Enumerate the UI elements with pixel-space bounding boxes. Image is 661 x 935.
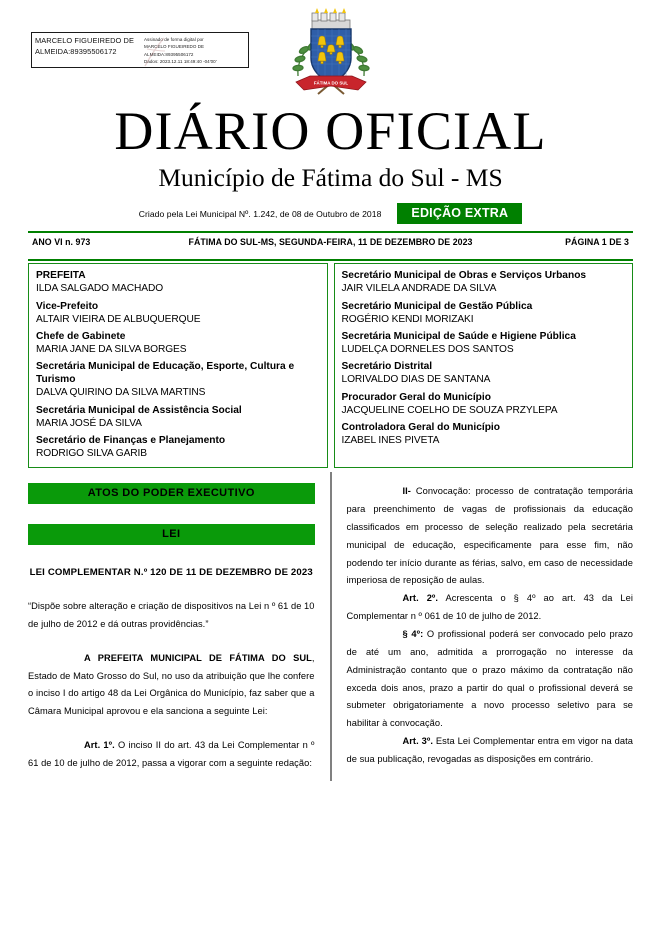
official-role: Vice-Prefeito — [36, 300, 99, 312]
inciso-2-label: II- — [402, 486, 411, 497]
official-role: Secretário de Finanças e Planejamento — [36, 434, 226, 446]
law-preamble — [28, 650, 315, 721]
official-role: Procurador Geral do Município — [341, 391, 491, 403]
section-banner-executive-acts: ATOS DO PODER EXECUTIVO — [28, 483, 315, 504]
official-role: Secretário Municipal de Obras e Serviços Urbanos — [341, 270, 587, 282]
officials-column-left — [28, 263, 328, 468]
creation-row — [28, 203, 633, 224]
column-divider — [330, 472, 331, 781]
article-1-text: O inciso II do art. 43 da Lei Complementar n º 61 de 10 de julho de 2012, passa a vigorar com a seguinte redação: — [28, 740, 315, 768]
official-name: ILDA SALGADO MACHADO — [36, 283, 164, 295]
article-2-label: Art. 2º. — [402, 593, 438, 604]
edition-badge: EDIÇÃO EXTRA — [397, 203, 522, 224]
section-banner-lei: LEI — [28, 524, 315, 545]
official-role: Chefe de Gabinete — [36, 330, 126, 342]
official-role: Controladora Geral do Município — [341, 421, 500, 433]
content-column-right — [331, 483, 634, 773]
official-name: MARIA JANE DA SILVA BORGES — [36, 344, 187, 356]
article-1-label: Art. 1º. — [84, 740, 115, 751]
official-name: JAIR VILELA ANDRADE DA SILVA — [341, 283, 497, 295]
official-role: Secretária Municipal de Assistência Social — [36, 404, 242, 416]
official-role: Secretária Municipal de Saúde e Higiene Pública — [341, 330, 576, 342]
article-2 — [347, 590, 634, 626]
paragraph-4-text: O profissional poderá ser convocado pelo prazo de até um ano, admitida a prorrogação no interesse da Administração contanto que o prazo máximo da contratação não exceda dois anos, prazo a partir do qual o profissional deverá se submeter obrigatoriamente a novo processo seletivo para se habilitar à convocação. — [346, 628, 633, 729]
official-name: IZABEL INES PIVETA — [341, 434, 440, 446]
coat-of-arms-ribbon-text: FÁTIMA DO SUL — [313, 80, 348, 86]
inciso-2-text: Convocação: processo de contratação temporária para preenchimento de vagas de profissionais da educação classificados em processo de seleção realizado pela secretária municipal de educação, especificamente para esse fim, não podendo ter início durante as férias, salvo, em caso de necessidade imperiosa de reposição de aulas. — [346, 486, 633, 586]
officials-column-right — [334, 263, 634, 468]
article-1 — [28, 737, 315, 773]
masthead — [28, 101, 633, 224]
official-name: ROGÉRIO KENDI MORIZAKI — [341, 313, 474, 325]
issue-year-number: ANO VI n. 973 — [32, 237, 91, 248]
signature-signer-name-line2: ALMEIDA:89395506172 — [35, 46, 117, 56]
signature-detail-line4: Dados: 2023.12.11 18:49:40 -04'00' — [144, 58, 217, 64]
signature-signer-name-line1: MARCELO FIGUEIREDO DE — [35, 36, 135, 45]
signature-signer-name — [32, 33, 140, 67]
official-name: DALVA QUIRINO DA SILVA MARTINS — [36, 387, 206, 399]
official-name: LUDELÇA DORNELES DOS SANTOS — [341, 344, 514, 356]
content-column-left — [28, 483, 331, 773]
issue-page-number: PÁGINA 1 DE 3 — [565, 237, 629, 248]
official-role: Secretário Municipal de Gestão Pública — [341, 300, 533, 312]
official-name: ALTAIR VIEIRA DE ALBUQUERQUE — [36, 313, 201, 325]
law-title: LEI COMPLEMENTAR N.º 120 DE 11 DE DEZEMBRO DE 2023 — [29, 567, 313, 579]
signature-detail-line3: ALMEIDA:89395506172 — [144, 51, 194, 57]
officials-section — [28, 263, 633, 468]
official-role: Secretária Municipal de Educação, Esporte, Cultura e Turismo — [36, 361, 295, 386]
official-role: Secretário Distrital — [341, 361, 433, 373]
official-name: LORIVALDO DIAS DE SANTANA — [341, 374, 491, 386]
issue-bar — [28, 233, 633, 252]
official-name: RODRIGO SILVA GARIB — [36, 447, 147, 459]
article-3-text: Esta Lei Complementar entra em vigor na data de sua publicação, revogadas as disposições em contrário. — [346, 736, 633, 764]
digital-signature-stamp — [31, 32, 249, 68]
law-ementa: “Dispõe sobre alteração e criação de dispositivos na Lei n º 61 de 10 de julho de 2012 e dá outras providências.” — [28, 601, 315, 629]
paragraph-4-label: § 4º: — [402, 628, 424, 639]
paragraph-4 — [347, 626, 634, 733]
article-3-label: Art. 3º. — [402, 736, 433, 747]
document-top-band — [28, 0, 633, 108]
official-name: MARIA JOSÉ DA SILVA — [36, 417, 142, 429]
coat-of-arms-icon — [288, 6, 374, 111]
signature-flourish-icon — [142, 37, 168, 67]
preamble-bold-lead: A PREFEITA MUNICIPAL DE FÁTIMA DO SUL — [84, 652, 312, 663]
issue-bar-bottom-rule — [28, 259, 633, 261]
creation-law-note: Criado pela Lei Municipal Nº. 1.242, de 08 de Outubro de 2018 — [138, 208, 382, 219]
issue-place-date: FÁTIMA DO SUL-MS, SEGUNDA-FEIRA, 11 DE DEZEMBRO DE 2023 — [188, 237, 473, 248]
signature-detail-line1: Assinado de forma digital por — [144, 37, 204, 42]
signature-details — [140, 33, 248, 67]
content-columns — [28, 483, 633, 773]
signature-detail-line2: MARCELO FIGUEIREDO DE — [144, 44, 205, 50]
official-name: JACQUELINE COELHO DE SOUZA PRZYLEPA — [341, 404, 558, 416]
article-3 — [347, 733, 634, 769]
inciso-2 — [347, 483, 634, 590]
article-2-text: Acrescenta o § 4º ao art. 43 da Lei Complementar n º 061 de 10 de julho de 2012. — [346, 593, 633, 622]
official-role: PREFEITA — [36, 270, 86, 282]
gazette-title: DIÁRIO OFICIAL — [114, 101, 547, 161]
preamble-rest: , Estado de Mato Grosso do Sul, no uso da atribuição que lhe confere o inciso I do artigo 48 da Lei Orgânica do Município, faz saber que a Câmara Municipal aprovou e ela sanciona a seguinte Lei: — [28, 652, 315, 717]
gazette-subtitle: Município de Fátima do Sul - MS — [158, 163, 503, 193]
